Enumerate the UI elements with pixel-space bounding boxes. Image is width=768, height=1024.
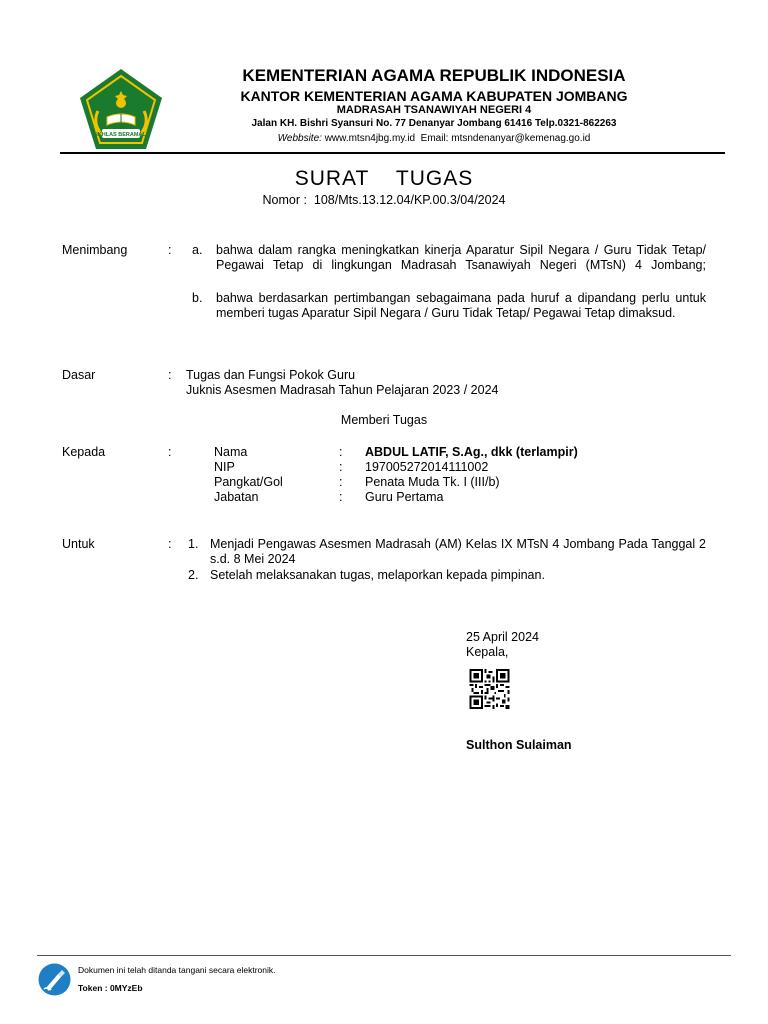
office-name: KANTOR KEMENTERIAN AGAMA KABUPATEN JOMBANG bbox=[240, 88, 628, 104]
qr-code-icon bbox=[468, 669, 511, 709]
menimbang-item: bahwa dalam rangka meningkatkan kinerja Aparatur Sipil Negara / Guru Tidak Tetap/ Pegawai Tetap di lingkungan Madrasah Tsanawiyah Negeri (MTsN) 4 Jombang; bbox=[216, 243, 706, 272]
field-label-nama: Nama bbox=[214, 445, 248, 459]
document-number: Nomor : 108/Mts.13.12.04/KP.00.3/04/2024 bbox=[262, 193, 506, 207]
contact-line bbox=[200, 133, 668, 144]
field-value-nama: ABDUL LATIF, S.Ag., dkk (terlampir) bbox=[365, 445, 578, 459]
field-value-pangkat: Penata Muda Tk. I (III/b) bbox=[365, 475, 500, 489]
untuk-colon: : bbox=[168, 537, 172, 551]
website-link[interactable]: www.mtsn4jbg.my.id bbox=[324, 133, 416, 144]
email-label: Email: bbox=[420, 133, 449, 144]
dasar-colon: : bbox=[168, 368, 172, 382]
field-value-nip: 197005272014111002 bbox=[365, 460, 489, 474]
school-name: MADRASAH TSANAWIYAH NEGERI 4 bbox=[336, 104, 532, 116]
untuk-item: Setelah melaksanakan tugas, melaporkan kepada pimpinan. bbox=[210, 568, 545, 582]
letterhead-divider bbox=[60, 152, 725, 154]
menimbang-item-mark: b. bbox=[192, 291, 203, 305]
untuk-item-mark: 1. bbox=[188, 537, 199, 551]
school-address: Jalan KH. Bishri Syansuri No. 77 Denanyar Jombang 61416 Telp.0321-862263 bbox=[251, 118, 617, 129]
field-separator: : bbox=[339, 445, 343, 459]
signature-date: 25 April 2024 bbox=[466, 630, 539, 644]
field-label-nip: NIP bbox=[214, 460, 235, 474]
signature-role: Kepala, bbox=[466, 645, 509, 659]
kepada-colon: : bbox=[168, 445, 172, 459]
menimbang-colon: : bbox=[168, 243, 172, 257]
dasar-item: Tugas dan Fungsi Pokok Guru bbox=[186, 368, 356, 382]
menimbang-label: Menimbang bbox=[62, 243, 128, 257]
field-value-jabatan: Guru Pertama bbox=[365, 490, 444, 504]
document-token: Token : 0MYzEb bbox=[78, 983, 143, 993]
field-label-pangkat: Pangkat/Gol bbox=[214, 475, 283, 489]
ministry-name: KEMENTERIAN AGAMA REPUBLIK INDONESIA bbox=[242, 66, 626, 85]
untuk-item: Menjadi Pengawas Asesmen Madrasah (AM) Kelas IX MTsN 4 Jombang Pada Tanggal 2 s.d. 8 Mei 2024 bbox=[210, 537, 706, 566]
dasar-label: Dasar bbox=[62, 368, 96, 382]
kemenag-logo-icon bbox=[78, 67, 164, 151]
e-signature-note: Dokumen ini telah ditanda tangani secara elektronik. bbox=[78, 965, 276, 975]
bsre-pen-icon bbox=[38, 963, 71, 996]
email-link[interactable]: mtsndenanyar@kemenag.go.id bbox=[451, 133, 591, 144]
kepada-label: Kepada bbox=[62, 445, 106, 459]
footer-divider bbox=[37, 955, 731, 956]
website-label: Webbsite: bbox=[277, 133, 322, 144]
field-label-jabatan: Jabatan bbox=[214, 490, 259, 504]
field-separator: : bbox=[339, 460, 343, 474]
svg-text:IKHLAS BERAMAL: IKHLAS BERAMAL bbox=[96, 132, 146, 138]
signatory-name: Sulthon Sulaiman bbox=[466, 738, 572, 752]
menimbang-item-mark: a. bbox=[192, 243, 203, 257]
menimbang-item: bahwa berdasarkan pertimbangan sebagaimana pada huruf a dipandang perlu untuk memberi tugas Aparatur Sipil Negara / Guru Tidak Tetap/ Pegawai Tetap dimaksud. bbox=[216, 291, 706, 320]
field-separator: : bbox=[339, 490, 343, 504]
memberi-tugas-heading: Memberi Tugas bbox=[340, 413, 428, 427]
untuk-label: Untuk bbox=[62, 537, 95, 551]
document-title: SURAT TUGAS bbox=[294, 167, 474, 190]
untuk-item-mark: 2. bbox=[188, 568, 199, 582]
dasar-item: Juknis Asesmen Madrasah Tahun Pelajaran 2023 / 2024 bbox=[186, 383, 499, 397]
field-separator: : bbox=[339, 475, 343, 489]
